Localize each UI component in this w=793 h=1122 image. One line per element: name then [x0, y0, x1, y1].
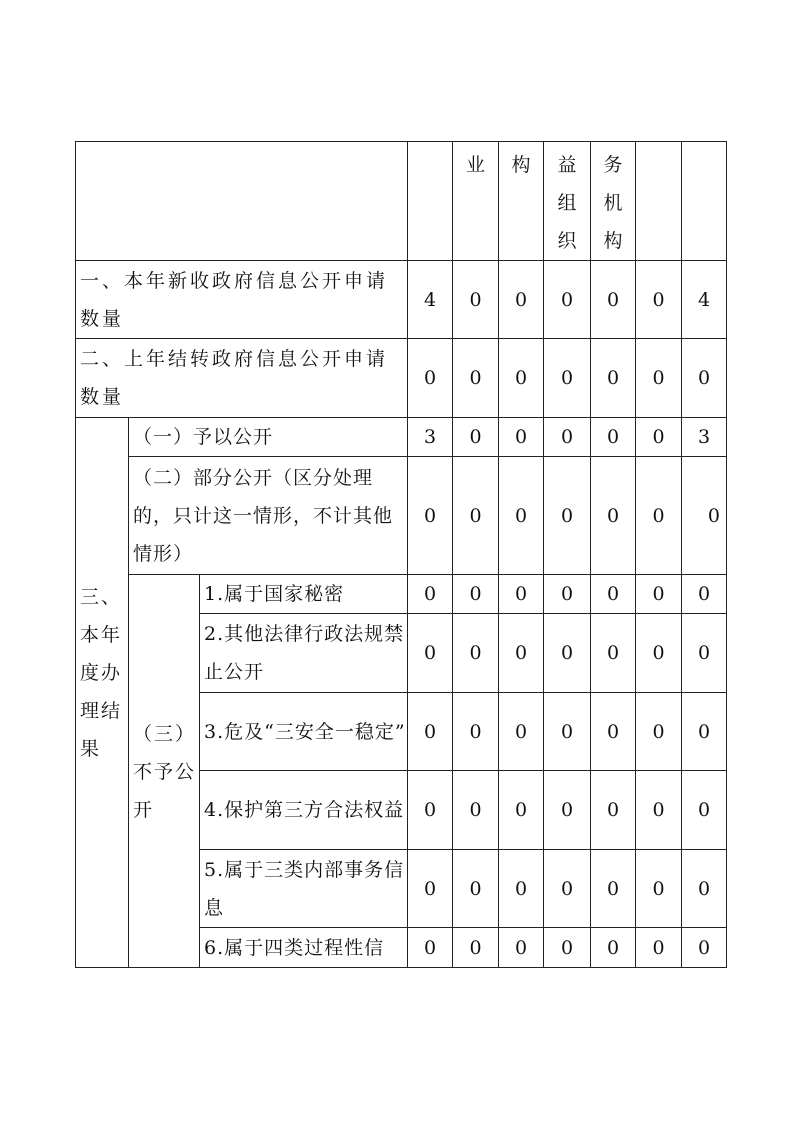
value-cell: 0 [453, 693, 499, 771]
value-cell: 0 [544, 614, 591, 693]
header-blank-cell [76, 142, 408, 261]
value-cell: 0 [408, 693, 453, 771]
value-cell: 3 [408, 418, 453, 457]
value-cell: 0 [636, 850, 682, 928]
value-cell: 0 [408, 928, 453, 968]
value-cell: 0 [682, 457, 727, 575]
value-cell: 0 [499, 614, 544, 693]
value-cell: 0 [682, 575, 727, 614]
value-cell: 0 [636, 418, 682, 457]
value-cell: 0 [682, 771, 727, 850]
not-disclosed-label [129, 575, 200, 968]
value-cell: 0 [408, 339, 453, 418]
value-cell: 0 [544, 575, 591, 614]
value-cell: 0 [499, 928, 544, 968]
value-cell: 0 [591, 614, 636, 693]
value-cell: 0 [636, 261, 682, 339]
sub-label: 5.属于三类内部事务信息 [200, 850, 408, 928]
value-cell: 0 [591, 457, 636, 575]
header-col-1 [408, 142, 453, 261]
value-cell: 0 [682, 693, 727, 771]
header-col-4 [544, 142, 591, 261]
value-cell: 0 [408, 575, 453, 614]
header-col-7 [682, 142, 727, 261]
value-cell: 0 [544, 850, 591, 928]
header-col-5-text: 务机构 [603, 154, 623, 252]
statistics-table [75, 141, 727, 968]
value-cell: 0 [499, 418, 544, 457]
value-cell: 0 [636, 771, 682, 850]
header-col-3 [499, 142, 544, 261]
header-col-6 [636, 142, 682, 261]
value-cell: 0 [544, 928, 591, 968]
value-cell: 0 [453, 850, 499, 928]
value-cell: 0 [544, 418, 591, 457]
value-cell: 0 [453, 261, 499, 339]
value-cell: 0 [682, 928, 727, 968]
sub-label: 4.保护第三方合法权益 [200, 771, 408, 850]
value-cell: 0 [591, 418, 636, 457]
value-cell: 0 [591, 928, 636, 968]
value-cell: 0 [499, 771, 544, 850]
value-cell: 4 [408, 261, 453, 339]
value-cell: 0 [636, 614, 682, 693]
value-cell: 0 [591, 575, 636, 614]
value-cell: 3 [682, 418, 727, 457]
header-col-4-text: 益组织 [557, 154, 577, 252]
header-col-2-text: 业 [466, 154, 486, 176]
value-cell: 0 [591, 850, 636, 928]
value-cell: 4 [682, 261, 727, 339]
result-group-label-text: 三、本年度办理结果 [80, 586, 123, 760]
value-cell: 0 [544, 339, 591, 418]
value-cell: 0 [453, 418, 499, 457]
header-col-5 [591, 142, 636, 261]
value-cell: 0 [408, 771, 453, 850]
value-cell: 0 [453, 575, 499, 614]
value-cell: 0 [499, 575, 544, 614]
value-cell: 0 [408, 850, 453, 928]
value-cell: 0 [499, 457, 544, 575]
value-cell: 0 [682, 614, 727, 693]
value-cell: 0 [636, 339, 682, 418]
sub-label: 1.属于国家秘密 [200, 575, 408, 614]
value-cell: 0 [682, 339, 727, 418]
value-cell: 0 [453, 928, 499, 968]
header-col-3-text: 构 [511, 154, 531, 176]
value-cell: 0 [453, 339, 499, 418]
value-cell: 0 [636, 575, 682, 614]
header-row [76, 142, 727, 261]
row-carried-over [76, 339, 727, 418]
value-cell: 0 [453, 457, 499, 575]
value-cell: 0 [544, 693, 591, 771]
sub-label: 6.属于四类过程性信 [200, 928, 408, 968]
row-sub-1 [76, 575, 727, 614]
value-cell: 0 [591, 771, 636, 850]
row-disclosed-label: （一）予以公开 [129, 418, 408, 457]
value-cell: 0 [636, 457, 682, 575]
value-cell: 0 [453, 614, 499, 693]
value-cell: 0 [499, 693, 544, 771]
value-cell: 0 [591, 261, 636, 339]
value-cell: 0 [499, 850, 544, 928]
row-carried-over-label: 二、上年结转政府信息公开申请数量 [76, 339, 408, 418]
row-new-requests [76, 261, 727, 339]
value-cell: 0 [499, 339, 544, 418]
value-cell: 0 [544, 261, 591, 339]
row-disclosed [76, 418, 727, 457]
row-partial-label: （二）部分公开（区分处理的，只计这一情形，不计其他情形） [129, 457, 408, 575]
value-cell: 0 [408, 457, 453, 575]
value-cell: 0 [408, 614, 453, 693]
value-cell: 0 [636, 928, 682, 968]
value-cell: 0 [499, 261, 544, 339]
row-partial [76, 457, 727, 575]
sub-label: 3.危及“三安全一稳定” [200, 693, 408, 771]
sub-label: 2.其他法律行政法规禁止公开 [200, 614, 408, 693]
result-group-label [76, 418, 129, 968]
row-new-requests-label: 一、本年新收政府信息公开申请数量 [76, 261, 408, 339]
value-cell: 0 [453, 771, 499, 850]
value-cell: 0 [544, 771, 591, 850]
header-col-2 [453, 142, 499, 261]
value-cell: 0 [591, 693, 636, 771]
value-cell: 0 [682, 850, 727, 928]
value-cell: 0 [544, 457, 591, 575]
value-cell: 0 [636, 693, 682, 771]
value-cell: 0 [591, 339, 636, 418]
not-disclosed-label-text: （三）不予公开 [133, 723, 197, 821]
